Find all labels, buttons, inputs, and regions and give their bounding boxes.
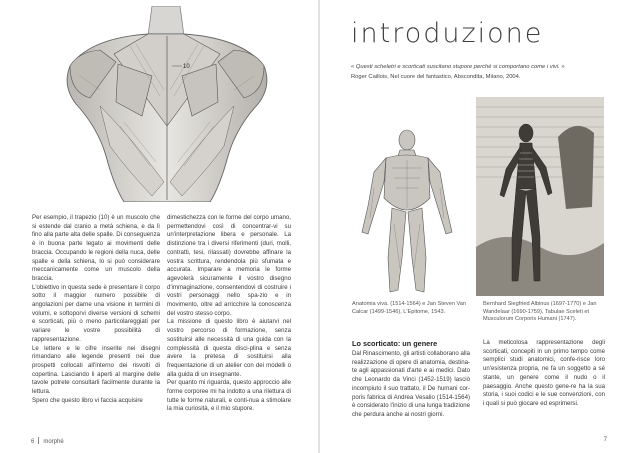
caption-albinus: Bernhard Siegfried Albinus (1697-1770) e Jan Wandelaar (1690-1759), Tabulae Sceleti et Musculorum Corporis Humani (1747).: [483, 301, 597, 323]
paragraph: Spero che questo libro vi faccia acquisire: [32, 396, 143, 404]
book-title: morphé: [43, 439, 64, 445]
paragraph: Per esempio, il trapezio (10) è un muscolo che si estende dal cranio a metà schiena, e da lì fino alla parte alta delle spalle. Di conseguenza è in buona parte legato ai movimenti delle braccia. Occupando le regioni della nuca, delle spalle e della schiena, lo si può considerare meccanicamente come un muscolo della braccia.: [32, 214, 160, 282]
page-title: introduzione: [351, 18, 544, 49]
skeleton-engraving-illustration: [476, 97, 604, 296]
paragraph: La meticolosa rappresentazione degli scorticati, concepiti in un primo tempo come semplici studi anatomici, confe-risce loro un'esistenza propria, ne fa un soggetto a sé stante, un genere come il nudo o il paesaggio. Anche questo gene-re ha la sua storia, i suoi codici e le sue convenzioni, con i quali si può giocare ed esprimersi.: [483, 339, 605, 407]
paragraph: L'obiettivo in questa sede è presentare il corpo sotto il maggior numero possibile di angolazioni per darne una visione in termini di volumi, e sottoporvi diverse versioni di schemi e scorticati, più o meno particolareggiati per variare le vostre possibilità di rappresentazione.: [32, 283, 160, 343]
paragraph: Le lettere e le cifre inserite nei disegni rimandano alle legende presenti nei due prospetti collocati all'interno dei risvolti di copertina. Lasciando li aperti al margine delle tavole potrete consultarli facilmente durante la lettura.: [32, 344, 160, 396]
paragraph: Per quanto mi riguarda, questo approccio alle forme corporee mi ha indotto a una rilettura di tutte le forme naturali, e conti-nua a stimolare la mia curiosità, e il mio stupore.: [167, 379, 291, 413]
page-number: 7: [603, 437, 607, 443]
right-folio: [604, 437, 607, 443]
paragraph: dimestichezza con le forme del corpo umano, permettendovi così di concentrar-vi su un'interpretazione libera e personale. La distinzione tra i diversi riferimenti (duri, molli, contratti, tesi, rilassati) dovrebbe affinare la vostra scrittura, rendendola più sfumata e accurata. Imparare a memoria le forme agevolerà sicuramente il vostro disegno d'immaginazione, consentendovi di costruire i vostri personaggi nello spa-zio e in movimento, oltre ad arricchire la conoscenza del vostro stesso corpo.: [167, 214, 291, 317]
left-column-2: [167, 214, 291, 414]
right-column-2: [483, 339, 605, 409]
right-column-1: [352, 350, 470, 420]
section-heading: Lo scorticato: un genere: [352, 339, 438, 348]
front-muscles-illustration: [352, 128, 462, 296]
page-number: 6: [31, 439, 35, 445]
folio-divider: [38, 437, 39, 444]
muscle-label-10: 10: [183, 64, 190, 70]
paragraph: Dal Rinascimento, gli artisti collaborano alla realizzazione di opere di anatomia, destina-te agli appassionati d'arte e ai medici. Dato che Leonardo da Vinci (1452-1519) lasciò incompiuto il suo trattato, il De humani cor-poris fabrica di Andrea Vesalio (1514-1564) è considerato l'inizio di una lunga tradizione che perdura anche ai nostri giorni.: [352, 350, 470, 418]
paragraph: La missione di questo libro è aiutarvi nel vostro percorso di formazione, senza sostituirsi alle necessità di una guida con la complessità di questa disci-plina e senza avere la pretesa di sostituirsi alla frequentazione di un atelier con dei modelli o alla guida di un insegnante.: [167, 318, 291, 378]
left-column-1: [32, 214, 160, 405]
epigraph-quote: « Questi scheletri e scorticati suscitano stupore perché si comportano come i vivi. »: [351, 64, 565, 70]
epigraph-source: Roger Caillois, Nel cuore del fantastico, Abscondita, Milano, 2004.: [351, 74, 521, 80]
left-folio: [31, 437, 64, 445]
caption-vesalius: Anatomia viva. (1514-1564) e Jan Steven Van Calcar (1499-1546), L'Epitome, 1543.: [352, 301, 467, 315]
back-muscles-illustration: [60, 6, 274, 202]
